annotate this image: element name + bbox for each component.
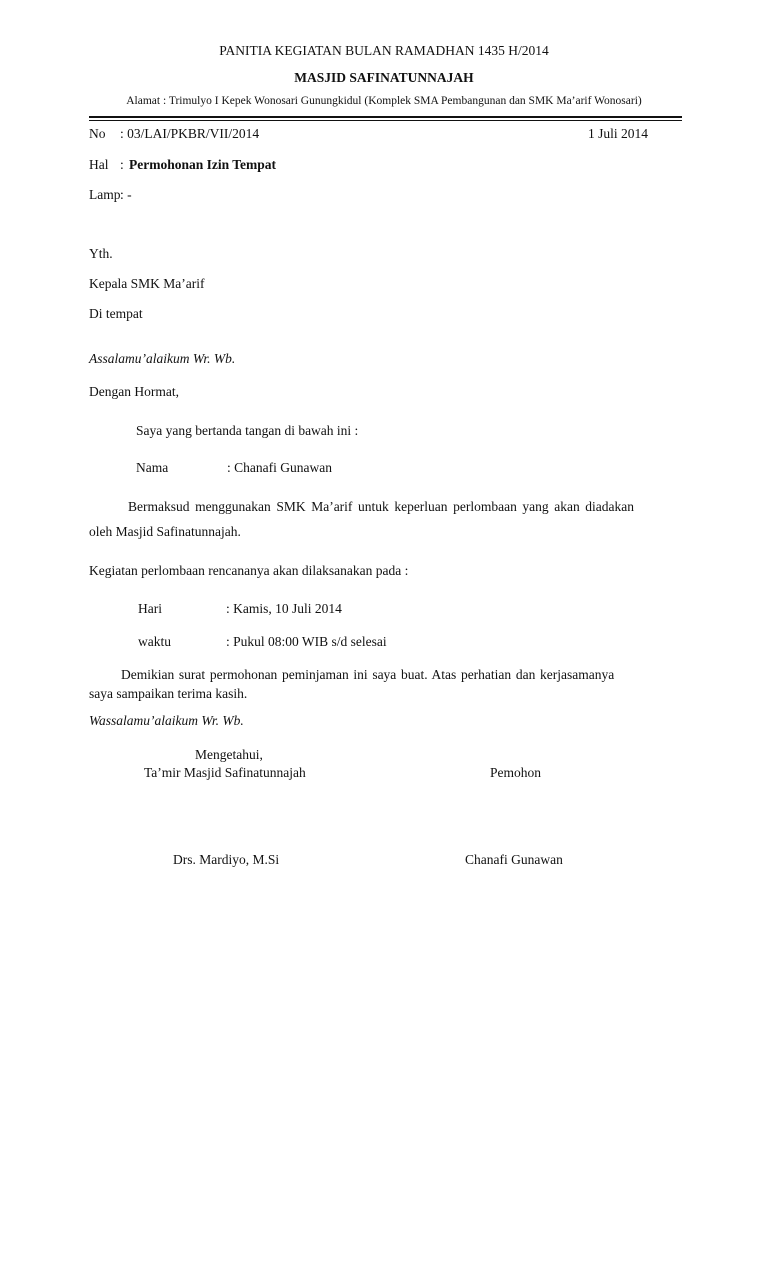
closing-line-1: Demikian surat permohonan peminjaman ini saya buat. Atas perhatian dan kerjasamanya bbox=[121, 667, 615, 682]
greeting: Dengan Hormat, bbox=[89, 384, 179, 399]
left-signer-name: Drs. Mardiyo, M.Si bbox=[173, 852, 280, 867]
hal-label: Hal bbox=[89, 157, 109, 172]
committee-title: PANITIA KEGIATAN BULAN RAMADHAN 1435 H/2014 bbox=[219, 43, 549, 58]
letter-date: 1 Juli 2014 bbox=[588, 126, 649, 141]
hal-colon: : bbox=[120, 157, 124, 172]
waktu-label: waktu bbox=[138, 634, 171, 649]
schedule-intro: Kegiatan perlombaan rencananya akan dilaksanakan pada : bbox=[89, 563, 409, 578]
nama-value: : Chanafi Gunawan bbox=[227, 460, 332, 475]
yth: Yth. bbox=[89, 246, 113, 261]
acknowledge-label: Mengetahui, bbox=[195, 747, 263, 762]
recipient-name: Kepala SMK Ma’arif bbox=[89, 276, 205, 291]
closing-salam: Wassalamu’alaikum Wr. Wb. bbox=[89, 713, 244, 728]
purpose-line-2: oleh Masjid Safinatunnajah. bbox=[89, 524, 241, 539]
header-rule-thick bbox=[89, 116, 682, 118]
right-signer-name: Chanafi Gunawan bbox=[465, 852, 563, 867]
lamp-label: Lamp bbox=[89, 187, 121, 202]
recipient-place: Di tempat bbox=[89, 306, 143, 321]
hari-value: : Kamis, 10 Juli 2014 bbox=[226, 601, 342, 616]
address-line: Alamat : Trimulyo I Kepek Wonosari Gunungkidul (Komplek SMA Pembangunan dan SMK Ma’arif Wonosari) bbox=[126, 95, 642, 107]
nama-label: Nama bbox=[136, 460, 169, 475]
waktu-value: : Pukul 08:00 WIB s/d selesai bbox=[226, 634, 387, 649]
left-signer-title: Ta’mir Masjid Safinatunnajah bbox=[144, 765, 306, 780]
letter-subject: Permohonan Izin Tempat bbox=[129, 157, 277, 172]
letter-number: : 03/LAI/PKBR/VII/2014 bbox=[120, 126, 260, 141]
mosque-name: MASJID SAFINATUNNAJAH bbox=[294, 70, 474, 85]
hari-label: Hari bbox=[138, 601, 162, 616]
closing-line-2: saya sampaikan terima kasih. bbox=[89, 686, 248, 701]
opening-salam: Assalamu’alaikum Wr. Wb. bbox=[89, 351, 236, 366]
intro-line: Saya yang bertanda tangan di bawah ini : bbox=[136, 423, 359, 438]
lamp-value: : - bbox=[120, 187, 132, 202]
header-rule-thin bbox=[89, 120, 682, 121]
no-label: No bbox=[89, 126, 106, 141]
purpose-line-1: Bermaksud menggunakan SMK Ma’arif untuk keperluan perlombaan yang akan diadakan bbox=[128, 499, 635, 514]
right-signer-title: Pemohon bbox=[490, 765, 542, 780]
